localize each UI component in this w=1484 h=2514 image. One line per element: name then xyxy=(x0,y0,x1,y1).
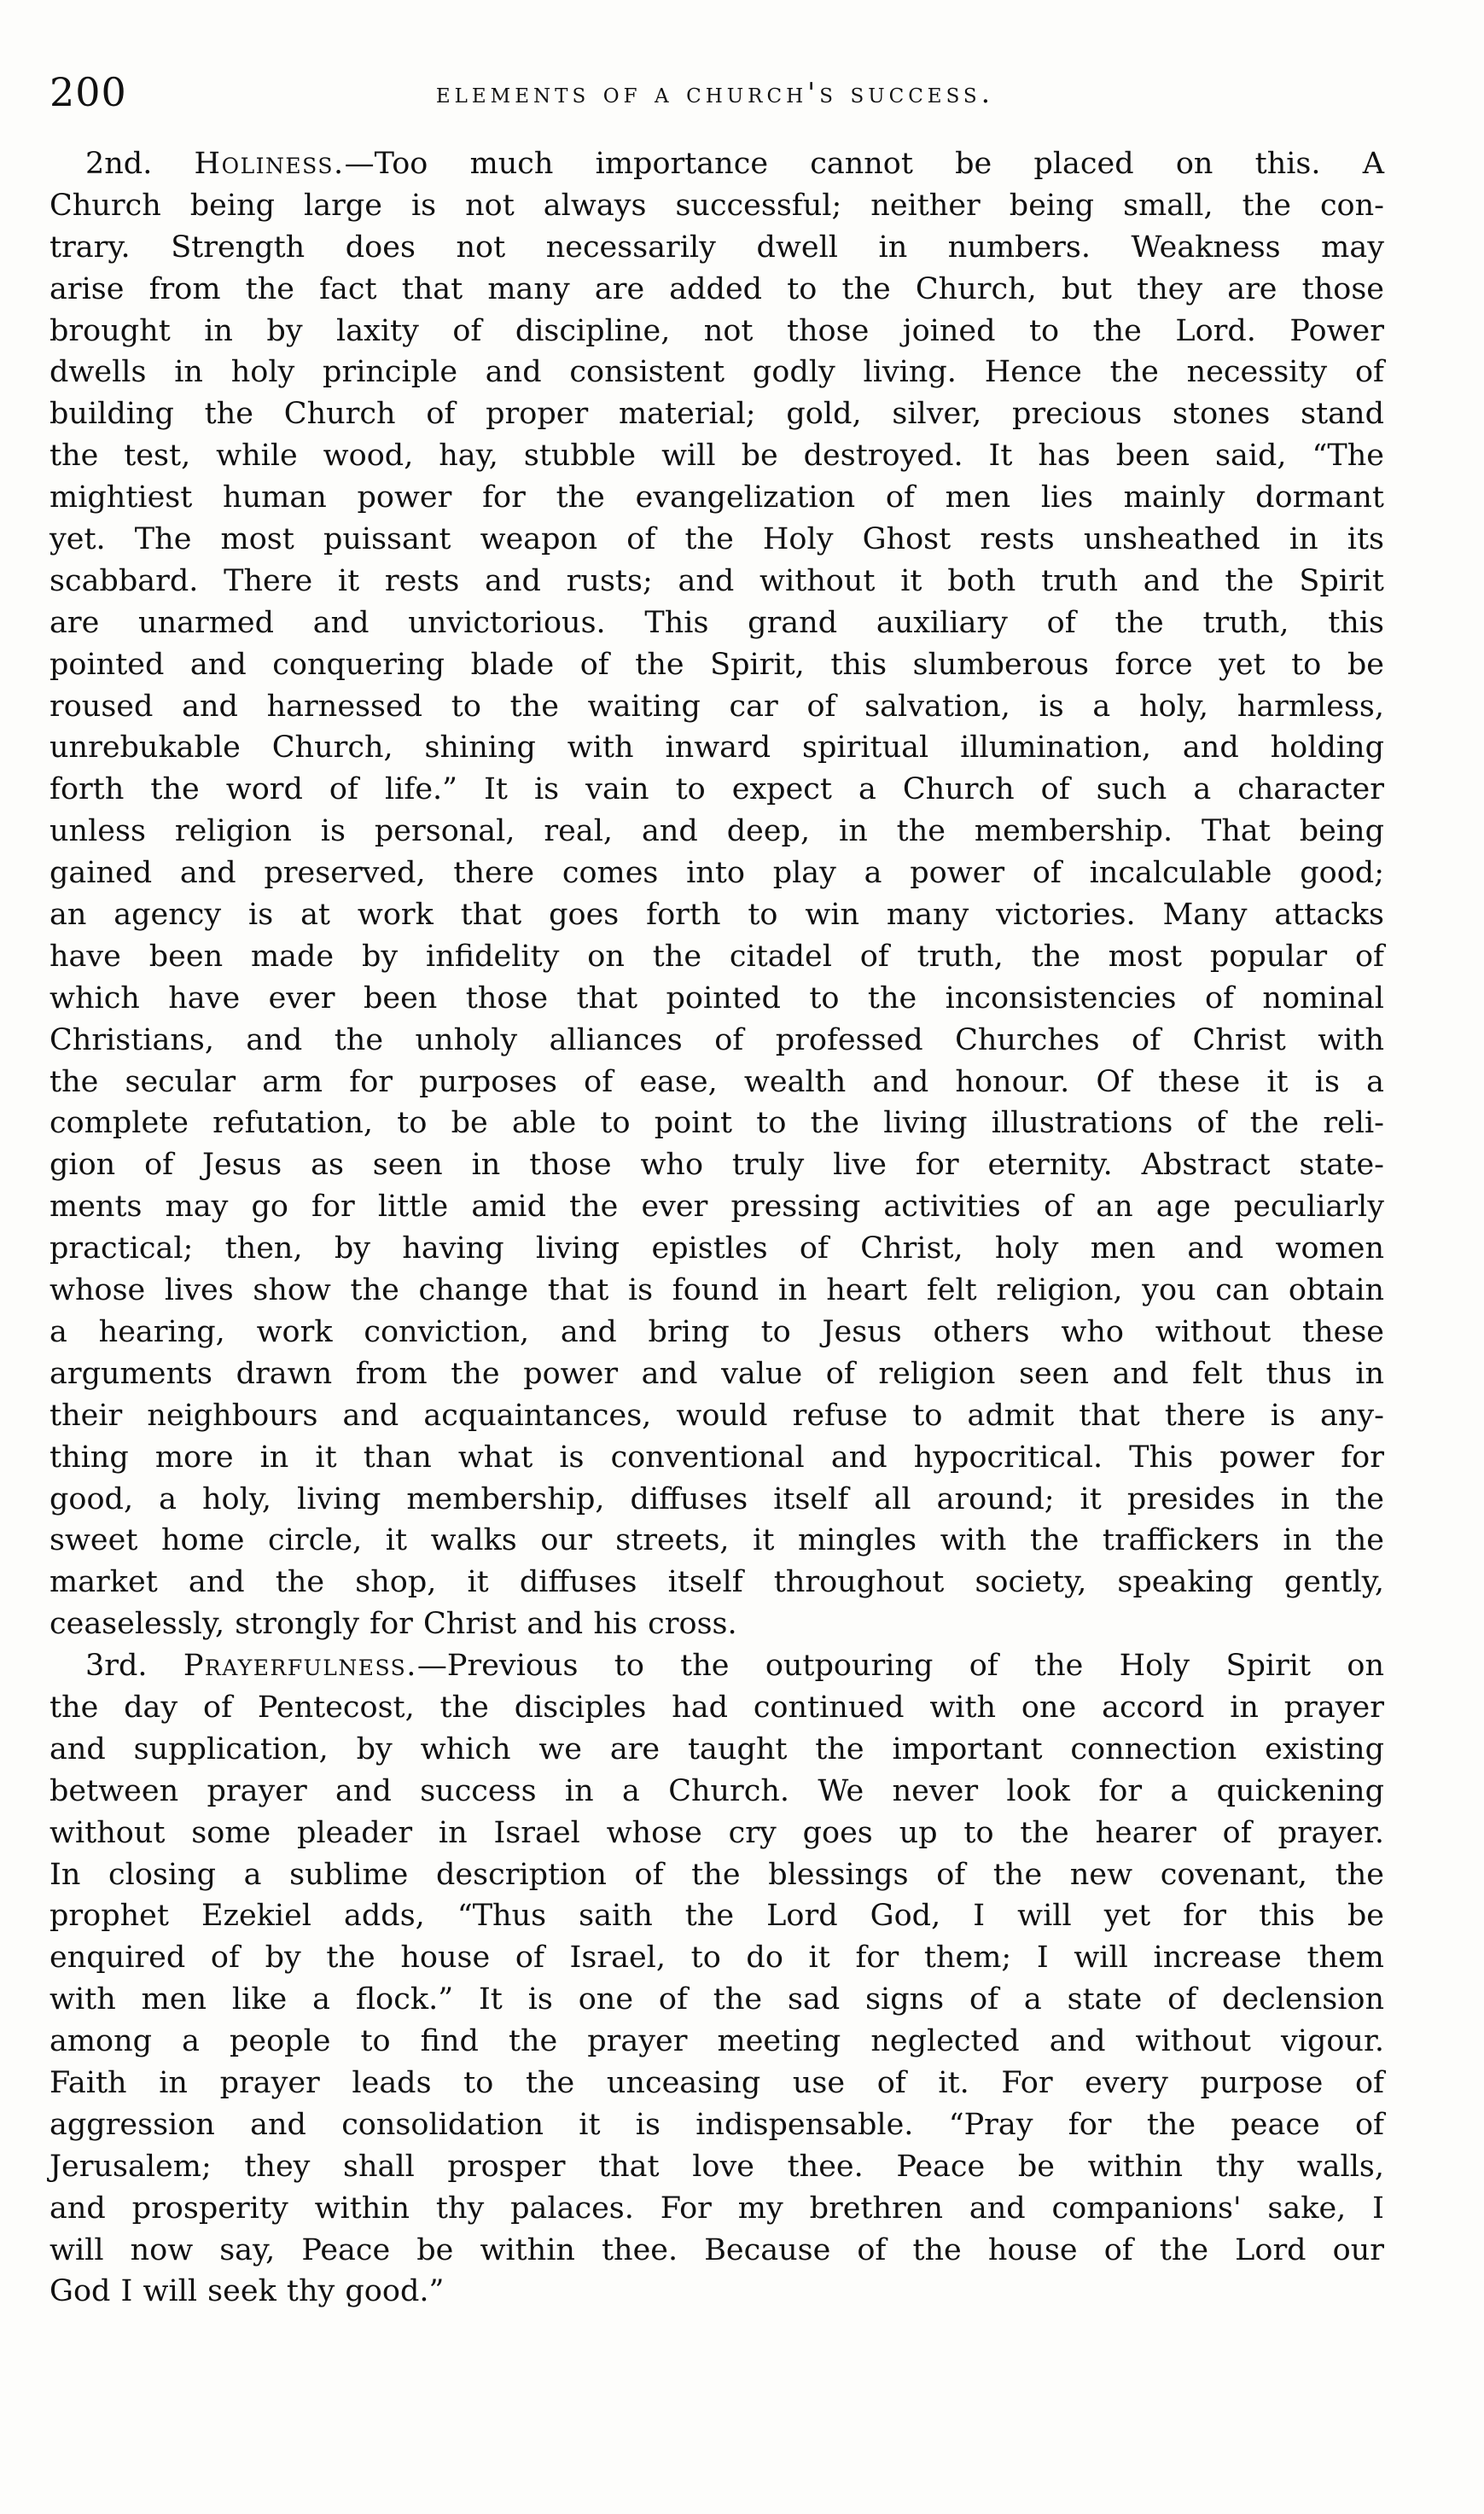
text-line: arise from the fact that many are added to the Church, but they are those xyxy=(49,271,1384,306)
text-line: prophet Ezekiel adds, “Thus saith the Lord God, I will yet for this be xyxy=(49,1899,1384,1934)
text-line: gained and preserved, there comes into play a power of incalculable good; xyxy=(49,856,1384,891)
text-line: brought in by laxity of discipline, not those joined to the Lord. Power xyxy=(49,313,1384,348)
text-line: gion of Jesus as seen in those who truly live for eternity. Abstract state- xyxy=(49,1148,1384,1183)
text-line: among a people to find the prayer meeting neglected and without vigour. xyxy=(49,2024,1384,2059)
text-line: without some pleader in Israel whose cry goes up to the hearer of prayer. xyxy=(49,1815,1384,1850)
text-line: their neighbours and acquaintances, would refuse to admit that there is any- xyxy=(49,1398,1384,1433)
text-line: complete refutation, to be able to point to the living illustrations of the reli- xyxy=(49,1106,1384,1141)
text-line: aggression and consolidation it is indispensable. “Pray for the peace of xyxy=(49,2107,1384,2142)
text-line: good, a holy, living membership, diffuses itself all around; it presides in the xyxy=(49,1481,1384,1516)
paragraph-holiness xyxy=(49,143,1384,1645)
text-line: and prosperity within thy palaces. For my brethren and companions' sake, I xyxy=(49,2191,1384,2226)
text-line: unless religion is personal, real, and deep, in the membership. That being xyxy=(49,814,1384,849)
line-text: —Previous to the outpouring of the Holy Spirit on xyxy=(416,1649,1384,1684)
body-text xyxy=(49,143,1384,2313)
text-line: have been made by infidelity on the citadel of truth, the most popular of xyxy=(49,939,1384,974)
text-line xyxy=(49,1645,1384,1687)
text-line: building the Church of proper material; gold, silver, precious stones stand xyxy=(49,397,1384,432)
text-line: scabbard. There it rests and rusts; and without it both truth and the Spirit xyxy=(49,563,1384,598)
text-line: roused and harnessed to the waiting car of salvation, is a holy, harmless, xyxy=(49,689,1384,724)
text-line: unrebukable Church, shining with inward spiritual illumination, and holding xyxy=(49,730,1384,765)
text-line: market and the shop, it diffuses itself throughout society, speaking gently, xyxy=(49,1565,1384,1600)
text-line: are unarmed and unvictorious. This grand auxiliary of the truth, this xyxy=(49,605,1384,640)
text-line: Faith in prayer leads to the unceasing use of it. For every purpose of xyxy=(49,2065,1384,2100)
text-line: Jerusalem; they shall prosper that love thee. Peace be within thy walls, xyxy=(49,2149,1384,2184)
text-line: pointed and conquering blade of the Spirit, this slumberous force yet to be xyxy=(49,647,1384,682)
section-number: 2nd. xyxy=(85,147,153,181)
text-line: the test, while wood, hay, stubble will be destroyed. It has been said, “The xyxy=(49,439,1384,474)
text-line: will now say, Peace be within thee. Because of the house of the Lord our xyxy=(49,2232,1384,2267)
text-line: with men like a flock.” It is one of the sad signs of a state of declension xyxy=(49,1982,1384,2017)
page-number: 200 xyxy=(49,69,127,115)
paragraph-prayerfulness xyxy=(49,1645,1384,2313)
text-line: an agency is at work that goes forth to win many victories. Many attacks xyxy=(49,898,1384,933)
text-line: whose lives show the change that is found in heart felt religion, you can obtain xyxy=(49,1273,1384,1308)
running-head xyxy=(49,67,1381,118)
section-number: 3rd. xyxy=(85,1649,148,1684)
section-heading: Holiness. xyxy=(194,147,345,181)
text-line: thing more in it than what is conventional and hypocritical. This power for xyxy=(49,1440,1384,1475)
text-line: forth the word of life.” It is vain to expect a Church of such a character xyxy=(49,772,1384,807)
text-line: Church being large is not always successful; neither being small, the con- xyxy=(49,188,1384,223)
text-line: and supplication, by which we are taught the important connection existing xyxy=(49,1731,1384,1766)
text-line: between prayer and success in a Church. We never look for a quickening xyxy=(49,1773,1384,1808)
text-line: practical; then, by having living epistles of Christ, holy men and women xyxy=(49,1231,1384,1266)
text-line xyxy=(49,143,1384,185)
line-text: —Too much importance cannot be placed on this. A xyxy=(344,147,1384,181)
text-line: dwells in holy principle and consistent godly living. Hence the necessity of xyxy=(49,355,1384,390)
section-heading: Prayerfulness. xyxy=(183,1649,417,1684)
text-line: arguments drawn from the power and value of religion seen and felt thus in xyxy=(49,1356,1384,1391)
text-line: God I will seek thy good.” xyxy=(49,2274,445,2309)
text-line: Christians, and the unholy alliances of professed Churches of Christ with xyxy=(49,1022,1384,1057)
text-line: yet. The most puissant weapon of the Holy Ghost rests unsheathed in its xyxy=(49,522,1384,557)
text-line: the day of Pentecost, the disciples had continued with one accord in prayer xyxy=(49,1690,1384,1725)
text-line: In closing a sublime description of the blessings of the new covenant, the xyxy=(49,1857,1384,1892)
text-line: sweet home circle, it walks our streets, it mingles with the traffickers in the xyxy=(49,1523,1384,1558)
running-title: elements of a church's success. xyxy=(435,76,995,109)
text-line: a hearing, work conviction, and bring to Jesus others who without these xyxy=(49,1314,1384,1349)
text-line: the secular arm for purposes of ease, wealth and honour. Of these it is a xyxy=(49,1064,1384,1099)
text-line: ments may go for little amid the ever pressing activities of an age peculiarly xyxy=(49,1190,1384,1225)
text-line: which have ever been those that pointed to the inconsistencies of nominal xyxy=(49,981,1384,1015)
text-line: ceaselessly, strongly for Christ and his cross. xyxy=(49,1607,737,1642)
text-line: enquired of by the house of Israel, to do it for them; I will increase them xyxy=(49,1941,1384,1976)
text-line: trary. Strength does not necessarily dwell in numbers. Weakness may xyxy=(49,230,1384,265)
text-line: mightiest human power for the evangelization of men lies mainly dormant xyxy=(49,480,1384,515)
